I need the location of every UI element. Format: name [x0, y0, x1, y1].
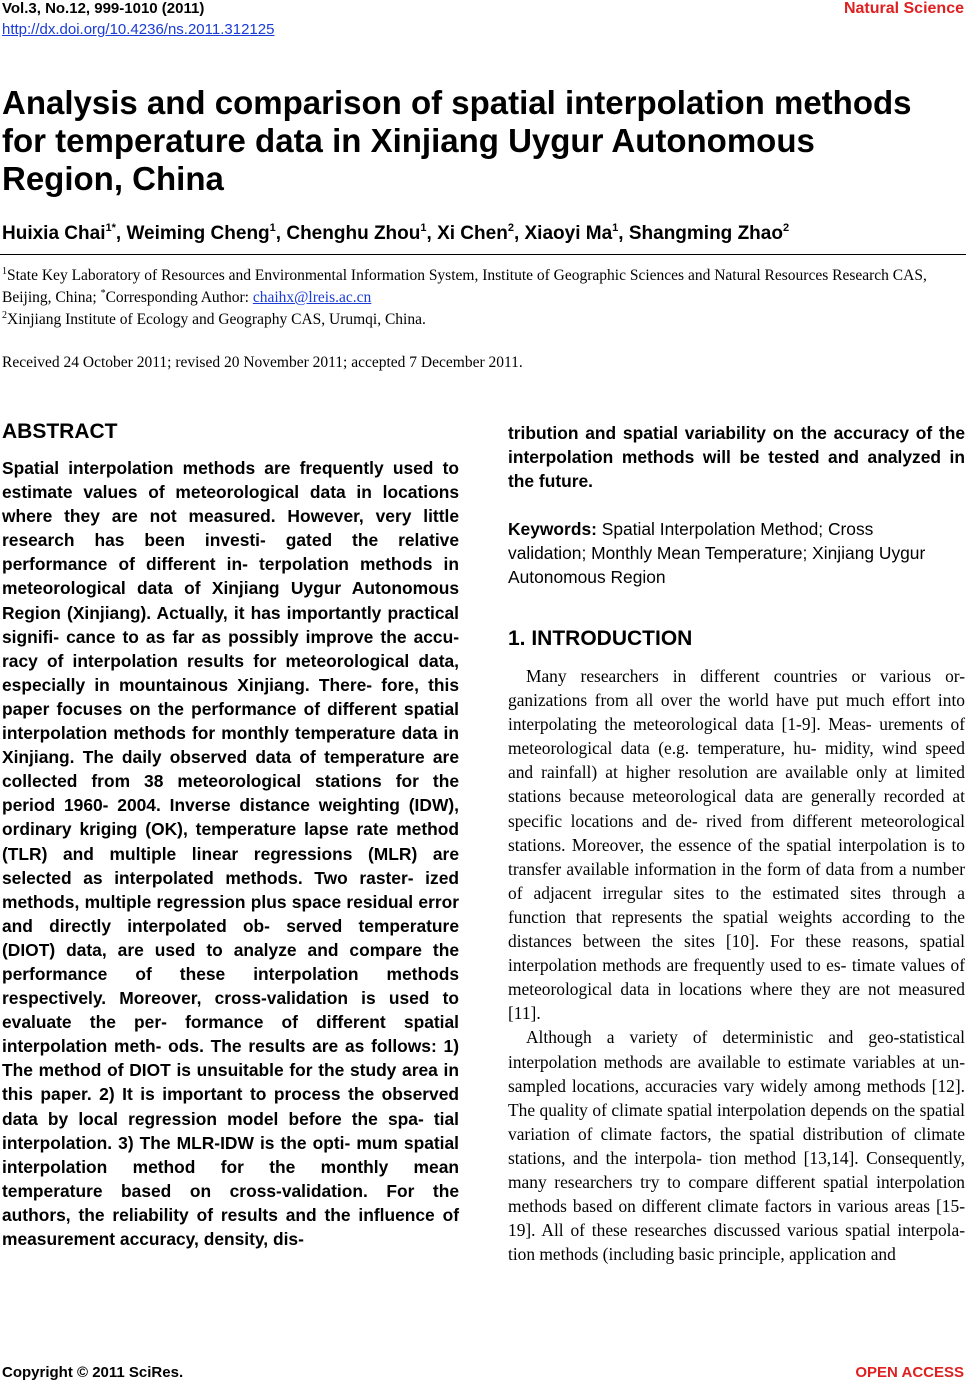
author-affiliation-mark: 1 — [269, 222, 276, 234]
author-affiliation-mark: 1 — [612, 222, 619, 234]
affiliation-2 — [2, 309, 964, 331]
author-name: Huixia Chai — [2, 223, 106, 244]
affiliation-text: State Key Laboratory of Resources and Environmental Information System, Institute of Geographic Sciences and Natural Resources Research CAS, Beijing, China; — [2, 267, 927, 306]
affiliations — [2, 265, 964, 331]
affiliation-text: Xinjiang Institute of Ecology and Geography CAS, Urumqi, China. — [7, 311, 426, 328]
author-list: Huixia Chai$^{1*}$, Weiming Cheng$^1$, Chenghu Zhou$^1$, Xi Chen$^2$, Xiaoyi Ma$^1$, Shangming Zhao$^2$ — [2, 222, 790, 244]
email-link[interactable]: chaihx@lreis.ac.cn — [252, 289, 372, 306]
author-affiliation-mark: 1 — [420, 222, 427, 234]
keywords-label: Keywords: — [508, 519, 597, 539]
paper-title: Analysis and comparison of spatial interpolation methods for temperature data in Xinjiang Uygur Autonomous Region, China — [2, 84, 912, 197]
paragraph: Many researchers in different countries or various or- ganizations from all over the world have put much effort into interpolating the meteorological data [1-9]. Meas- urements of meteorological data (e.g. temperature, hu- midity, wind speed and rainfall) at higher resolution are available only at limited stations because meteorological data are generally recorded at specific locations and de- rived from different meteorological stations. Moreover, the essence of the spatial interpolation is to transfer available information in the form of data from a number of adjacent irregular sites to the estimated sites through a function that represents the spatial weights according to the distances between the sites [10]. For these reasons, spatial interpolation methods are frequently used to es- timate values of meteorological data in locations where they are not measured [11]. — [508, 666, 965, 1024]
keywords — [508, 517, 948, 589]
open-access-badge: OPEN ACCESS — [855, 1364, 964, 1381]
corresponding-label: Corresponding Author: — [105, 289, 253, 306]
section-heading: 1. INTRODUCTION — [508, 627, 693, 650]
abstract-text-continued: tribution and spatial variability on the accuracy of the interpolation methods will be tested and analyzed in the future. — [508, 423, 965, 492]
affiliation-mark: 1 — [2, 266, 7, 277]
affiliation-1 — [2, 265, 964, 309]
keywords-text: Spatial Interpolation Method; Cross validation; Monthly Mean Temperature; Xinjiang Uygur Autonomous Region — [508, 519, 926, 588]
author-affiliation-mark: 2 — [782, 222, 790, 234]
journal-name: Natural Science — [843, 0, 964, 17]
paragraph: Although a variety of deterministic and geo-statistical interpolation methods are available to estimate variables at un-sampled locations, accuracies vary widely among methods [12]. The quality of climate spatial interpolation depends on the spatial variation of climate factors, the spatial distribution of climate stations, and the interpola- tion method [13,14]. Consequently, many researchers try to compare different spatial interpolation methods based on different climate factors in various areas [15-19]. All of these researches discussed various spatial interpola- tion methods (including basic principle, application and — [508, 1027, 965, 1265]
author-name: Xiaoyi Ma — [524, 223, 613, 244]
author-name: Weiming Cheng — [126, 223, 270, 244]
journal-volume: Vol.3, No.12, 999-1010 (2011) — [2, 0, 205, 17]
author-name: Xi Chen — [437, 223, 508, 244]
abstract-heading: ABSTRACT — [2, 420, 118, 443]
abstract-text: Spatial interpolation methods are frequently used to estimate values of meteorological data in locations where they are not measured. However, very little research has been investi- gated the relative performance of different in- terpolation methods in meteorological data of Xinjiang Uygur Autonomous Region (Xinjiang). Actually, it has importantly practical signifi- cance to as far as possibly improve the accu- racy of interpolation results for meteorological data, especially in mountainous Xinjiang. There- fore, this paper focuses on the performance of different spatial interpolation methods for monthly temperature data in Xinjiang. The daily observed data of temperature are collected from 38 meteorological stations for the period 1960- 2004. Inverse distance weighting (IDW), ordinary kriging (OK), temperature lapse rate method (TLR) and multiple linear regressions (MLR) are selected as interpolated methods. Two raster- ized methods, multiple regression plus space residual error and directly interpolated ob- served temperature (DIOT) data, are used to analyze and compare the performance of these interpolation methods respectively. Moreover, cross-validation is used to evaluate the per- formance of different spatial interpolation meth- ods. The results are as follows: 1) The method of DIOT is unsuitable for the study area in this paper. 2) It is important to process the observed data by local regression model before the spa- tial interpolation. 3) The MLR-IDW is the opti- mum spatial interpolation method for the monthly mean temperature based on cross-validation. For the authors, the reliability of results and the influence of measurement accuracy, density, dis- — [2, 458, 459, 1249]
copyright: Copyright © 2011 SciRes. — [2, 1364, 184, 1381]
received-dates: Received 24 October 2011; revised 20 November 2011; accepted 7 December 2011. — [2, 354, 523, 371]
affiliation-mark: 2 — [2, 310, 7, 321]
author-name: Chenghu Zhou — [286, 223, 421, 244]
corresponding-mark: * — [100, 288, 106, 299]
author-affiliation-mark: 1* — [105, 222, 116, 234]
introduction-body — [508, 664, 965, 1266]
doi-link[interactable]: http://dx.doi.org/10.4236/ns.2011.312125 — [2, 21, 275, 38]
author-affiliation-mark: 2 — [507, 222, 514, 234]
author-name: Shangming Zhao — [628, 223, 783, 244]
title-divider — [0, 254, 966, 255]
